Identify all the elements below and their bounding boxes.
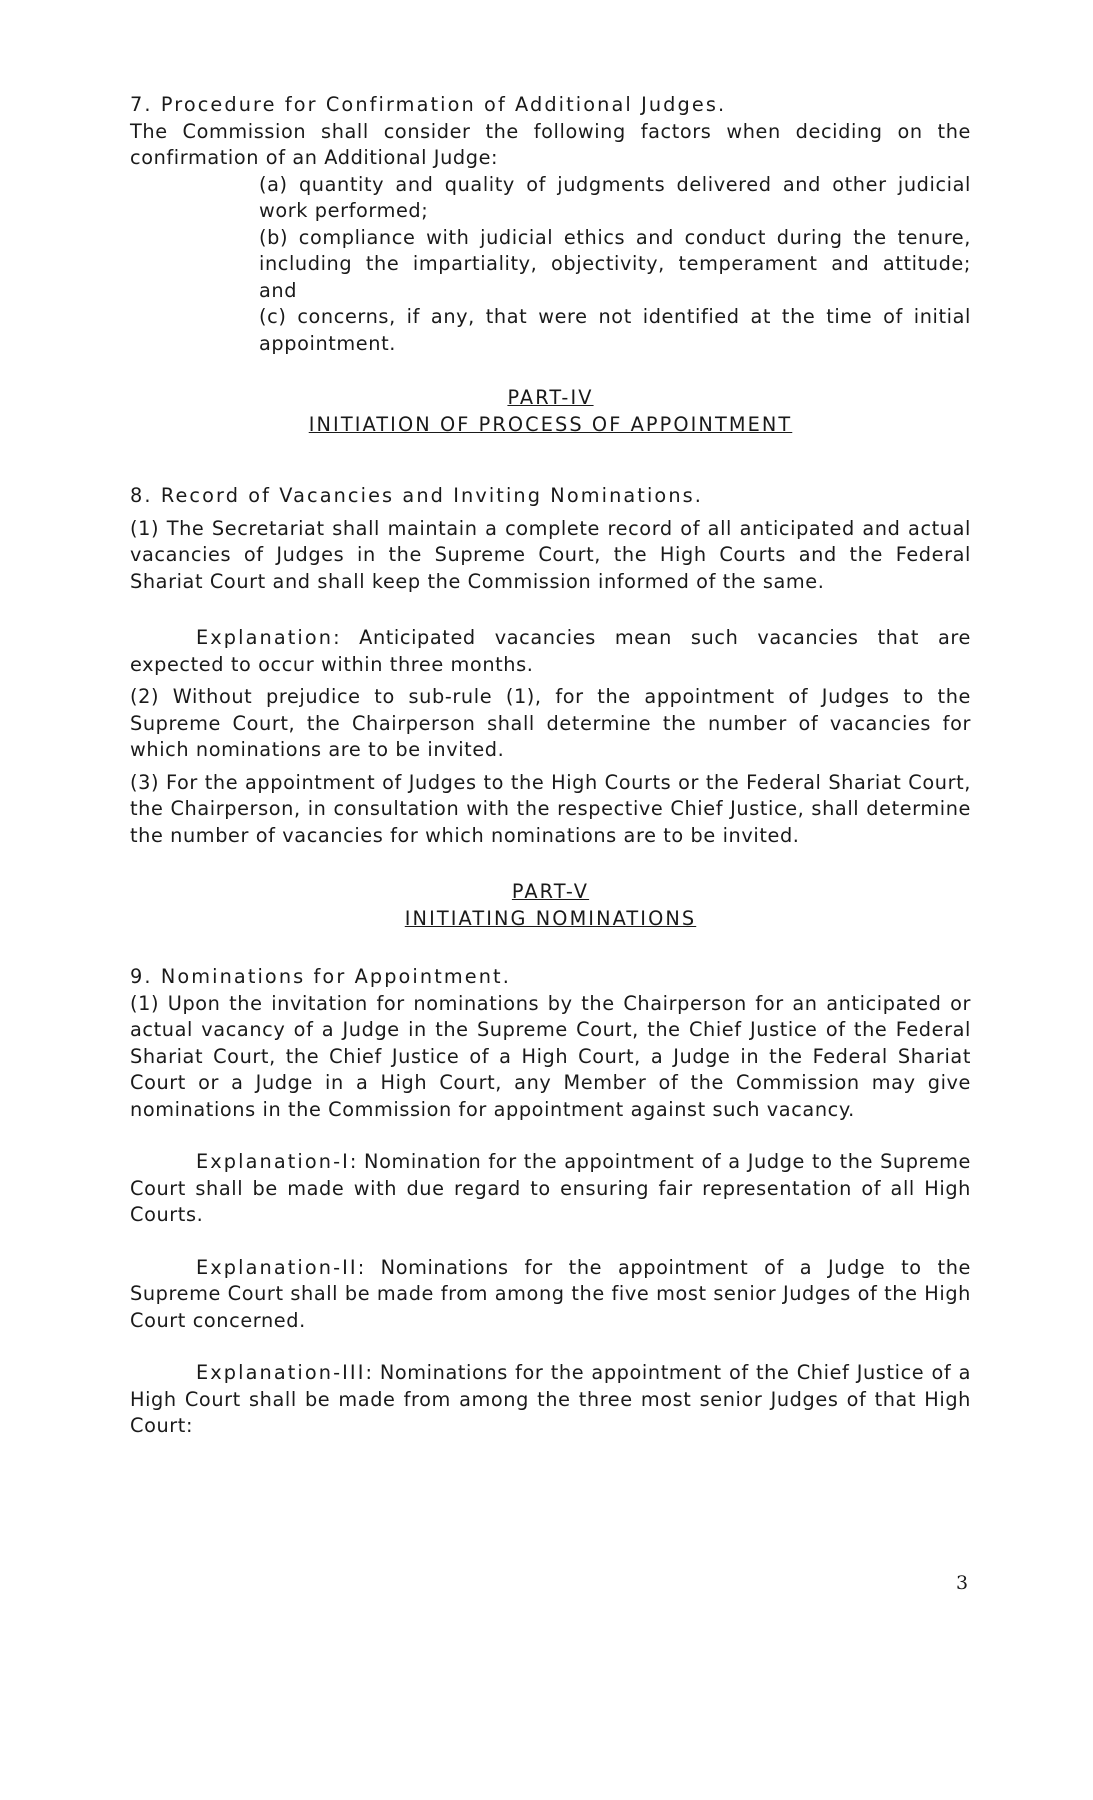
section-8-para-1: (1) The Secretariat shall maintain a complete record of all anticipated and actual vacancies of Judges in the Supreme Court, the High Courts and the Federal Shariat Court and shall keep the Commission informed of the same. bbox=[130, 516, 971, 593]
section-7-items bbox=[259, 172, 971, 358]
part-v-title: INITIATING NOMINATIONS bbox=[404, 906, 697, 930]
section-7-item-a: (a) quantity and quality of judgments delivered and other judicial work performed; bbox=[259, 172, 971, 222]
section-8-explanation bbox=[130, 625, 971, 678]
section-7-heading: 7. Procedure for Confirmation of Additional Judges. bbox=[130, 93, 727, 116]
section-8-para-2: (2) Without prejudice to sub-rule (1), for the appointment of Judges to the Supreme Court, the Chairperson shall determine the number of vacancies for which nominations are to be invited. bbox=[130, 685, 971, 761]
explanation-1-text: : Nomination for the appointment of a Judge to the Supreme Court shall be made with due regard to ensuring fair representation of all High Courts. bbox=[130, 1150, 971, 1226]
page-number: 3 bbox=[956, 1572, 969, 1594]
section-9-explanation-2 bbox=[130, 1255, 971, 1335]
explanation-3-text: : Nominations for the appointment of the Chief Justice of a High Court shall be made from among the three most senior Judges of that High Court: bbox=[130, 1361, 971, 1437]
explanation-text: : Anticipated vacancies mean such vacancies that are expected to occur within three months. bbox=[130, 626, 971, 676]
part-iv-title: INITIATION OF PROCESS OF APPOINTMENT bbox=[308, 412, 793, 436]
explanation-1-label: Explanation-I bbox=[196, 1150, 350, 1173]
section-9-heading: 9. Nominations for Appointment. bbox=[130, 965, 511, 988]
document-page bbox=[130, 92, 971, 1440]
section-7-item-b: (b) compliance with judicial ethics and conduct during the tenure, including the impartiality, objectivity, temperament and attitude; and bbox=[259, 225, 971, 302]
explanation-2-label: Explanation-II bbox=[196, 1255, 358, 1279]
explanation-label: Explanation bbox=[196, 626, 334, 649]
section-9-explanation-1 bbox=[130, 1149, 971, 1229]
section-9-para-1: (1) Upon the invitation for nominations by the Chairperson for an anticipated or actual vacancy of a Judge in the Supreme Court, the Chief Justice of the Federal Shariat Court, the Chief Justice of a High Court, a Judge in the Federal Shariat Court or a Judge in a High Court, any Member of the Commission may give nominations in the Commission for appointment against such vacancy. bbox=[130, 991, 971, 1121]
section-7-item-c: (c) concerns, if any, that were not identified at the time of initial appointment. bbox=[259, 305, 971, 355]
section-8-heading: 8. Record of Vacancies and Inviting Nominations. bbox=[130, 484, 704, 507]
part-iv-label: PART-IV bbox=[507, 386, 594, 409]
part-v-label: PART-V bbox=[511, 880, 590, 903]
explanation-3-label: Explanation-III bbox=[196, 1361, 366, 1384]
section-7-intro: The Commission shall consider the following factors when deciding on the confirmation of an Additional Judge: bbox=[130, 119, 971, 169]
section-9-explanation-3 bbox=[130, 1360, 971, 1440]
explanation-2-text: : Nominations for the appointment of a Judge to the Supreme Court shall be made from among the five most senior Judges of the High Court concerned. bbox=[130, 1255, 971, 1332]
section-8-para-3: (3) For the appointment of Judges to the High Courts or the Federal Shariat Court, the Chairperson, in consultation with the respective Chief Justice, shall determine the number of vacancies for which nominations are to be invited. bbox=[130, 770, 971, 847]
